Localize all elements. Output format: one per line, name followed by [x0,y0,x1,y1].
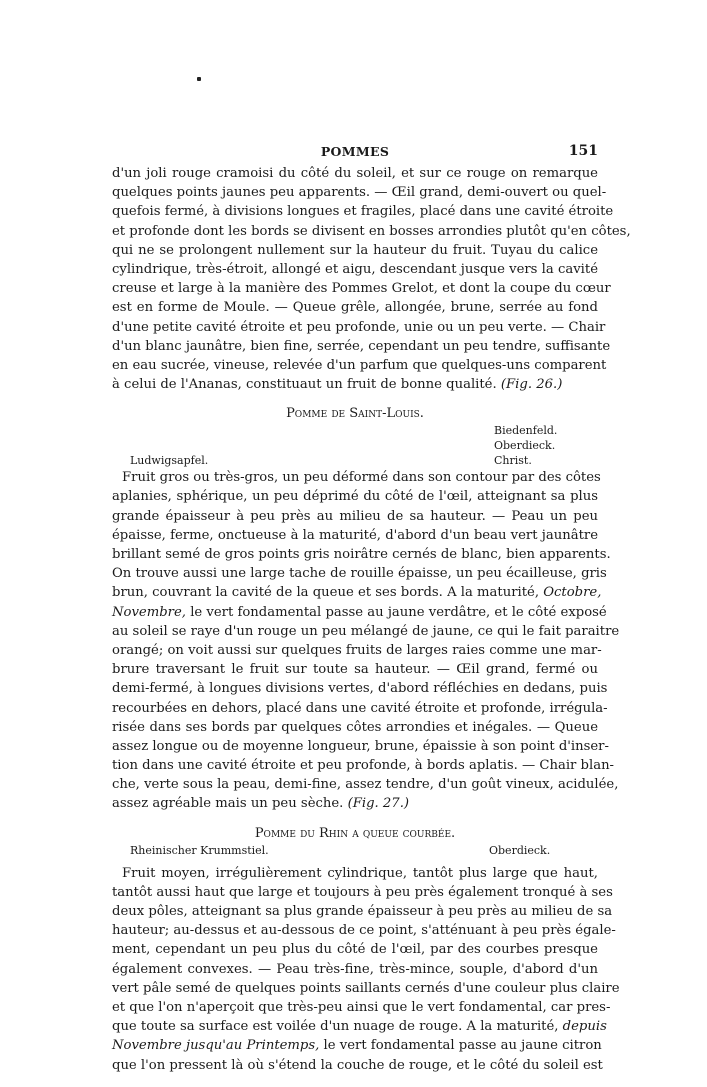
text-span-italic: depuis [562,1019,607,1035]
text-line: creuse et large à la manière des Pommes Grelot, et dont la coupe du cœur [112,281,611,297]
text-line [112,603,607,622]
text-line: aplanies, sphérique, un peu déprimé du côté de l'œil, atteignant sa plus [112,489,598,505]
section-pomme-du-rhin [112,824,620,1075]
text-line: également convexes. — Peau très-fine, très-mince, souple, d'abord d'un [112,961,598,977]
text-span: le vert fondamental passe au jaune citron [323,1038,602,1054]
running-head: POMMES [320,144,390,159]
text-line: et que l'on n'aperçoit que très-peu ainsi que le vert fondamental, car pres- [112,999,611,1015]
text-line: risée dans ses bords par quelques côtes arrondies et inégales. — Queue [112,719,598,735]
synonym-row [112,453,598,468]
text-line: che, verte sous la peau, demi-fine, assez tendre, d'un goût vineux, acidulée, [112,777,619,793]
text-line: qui ne se prolongent nullement sur la hauteur du fruit. Tuyau du calice [112,242,598,258]
page-header [112,142,598,164]
text-span: assez agréable mais un peu sèche. [112,796,344,812]
text-span-italic: Novembre jusqu'au Printemps, [112,1038,320,1054]
text-line: deux pôles, atteignant sa plus grande épaisseur à peu près au milieu de sa [112,904,613,919]
text-line: au soleil se raye d'un rouge un peu mélangé de jaune, ce qui le fait paraitre [112,623,620,639]
synonym-row [112,438,598,453]
synonym: Ludwigsapfel. [130,454,209,468]
text-line: orangé; on voit aussi sur quelques fruits de larges raies comme une mar- [112,642,602,658]
text-line: en eau sucrée, vineuse, relevée d'un parfum que quelques-uns comparent [112,357,607,373]
text-line: brillant semé de gros points gris noirâtre cernés de blanc, bien apparents. [112,547,611,562]
text-span-italic: Novembre, [112,604,186,620]
text-line: quefois fermé, à divisions longues et fragiles, placé dans une cavité étroite [112,204,614,220]
text-line: et profonde dont les bords se divisent en bosses arrondies plutôt qu'en côtes, [112,223,631,239]
authority: Christ. [494,454,532,468]
text-span: que toute sa surface est voilée d'un nuage de rouge. A la maturité, [112,1019,559,1035]
text-line [112,1017,607,1036]
text-line: grande épaisseur à peu près au milieu de sa hauteur. — Peau un peu [112,508,598,524]
synonym-row [112,843,598,858]
text-line: demi-fermé, à longues divisions vertes, d'abord réfléchies en dedans, puis [112,681,608,697]
text-line: assez longue ou de moyenne longueur, brune, épaissie à son point d'inser- [112,738,609,754]
text-line: épaisse, ferme, onctueuse à la maturité, d'abord d'un beau vert jaunâtre [112,527,598,543]
synonym-row [112,423,598,438]
text-line: d'un joli rouge cramoisi du côté du soleil, et sur ce rouge on remarque [112,166,598,181]
text-line: tantôt aussi haut que large et toujours à peu près également tronqué à ses [112,884,613,900]
text-span: le vert fondamental passe au jaune verdâtre, et le côté exposé [190,604,607,620]
text-line: brure traversant le fruit sur toute sa hauteur. — Œil grand, fermé ou [112,662,598,678]
text-line: cylindrique, très-étroit, allongé et aigu, descendant jusque vers la cavité [112,261,598,277]
section-title: Pomme du Rhin a queue courbée. [254,825,456,841]
authority: Biedenfeld. [494,424,558,438]
text-line: Fruit gros ou très-gros, un peu déformé dans son contour par des côtes [122,470,601,486]
page-number: 151 [568,143,598,159]
text-line: quelques points jaunes peu apparents. — Œil grand, demi-ouvert ou quel- [112,185,607,201]
text-line: d'un blanc jaunâtre, bien fine, serrée, cependant un peu tendre, suffisante [112,338,611,354]
text-line: ment, cependant un peu plus du côté de l'œil, par des courbes presque [112,942,598,958]
text-line [112,583,602,602]
text-line: On trouve aussi une large tache de rouille épaisse, un peu écailleuse, gris [112,566,607,582]
text-span-italic: Octobre, [543,585,602,601]
book-page [112,142,631,1075]
authority: Oberdieck. [494,439,556,453]
synonym: Rheinischer Krummstiel. [130,843,269,857]
section-title: Pomme de Saint-Louis. [286,406,424,422]
text-line [112,375,598,394]
text-span: brun, couvrant la cavité de la queue et ses bords. A la maturité, [112,585,540,601]
text-line: Fruit moyen, irrégulièrement cylindrique, tantôt plus large que haut, [122,865,598,881]
section-continued-description [112,164,631,394]
text-span: à celui de l'Ananas, constituaut un fruit de bonne qualité. [112,377,497,393]
text-line: recourbées en dehors, placé dans une cavité étroite et profonde, irrégula- [112,700,608,716]
print-speck [197,77,201,81]
text-line [112,1036,602,1055]
text-line: que l'on pressent là où s'étend la couche de rouge, et le côté du soleil est [112,1057,603,1073]
text-line: vert pâle semé de quelques points saillants cernés d'une couleur plus claire [112,980,620,996]
text-line: d'une petite cavité étroite et peu profonde, unie ou un peu verte. — Chair [112,319,606,335]
text-line: est en forme de Moule. — Queue grêle, allongée, brune, serrée au fond [112,300,598,316]
section-pomme-de-saint-louis [112,404,620,813]
text-line: hauteur; au-dessus et au-dessous de ce point, s'atténuant à peu près égale- [112,923,616,939]
authority: Oberdieck. [489,843,551,857]
figure-reference: (Fig. 26.) [500,377,563,393]
text-line: tion dans une cavité étroite et peu profonde, à bords aplatis. — Chair blan- [112,758,615,774]
text-line [112,794,598,813]
figure-reference: (Fig. 27.) [347,796,410,812]
